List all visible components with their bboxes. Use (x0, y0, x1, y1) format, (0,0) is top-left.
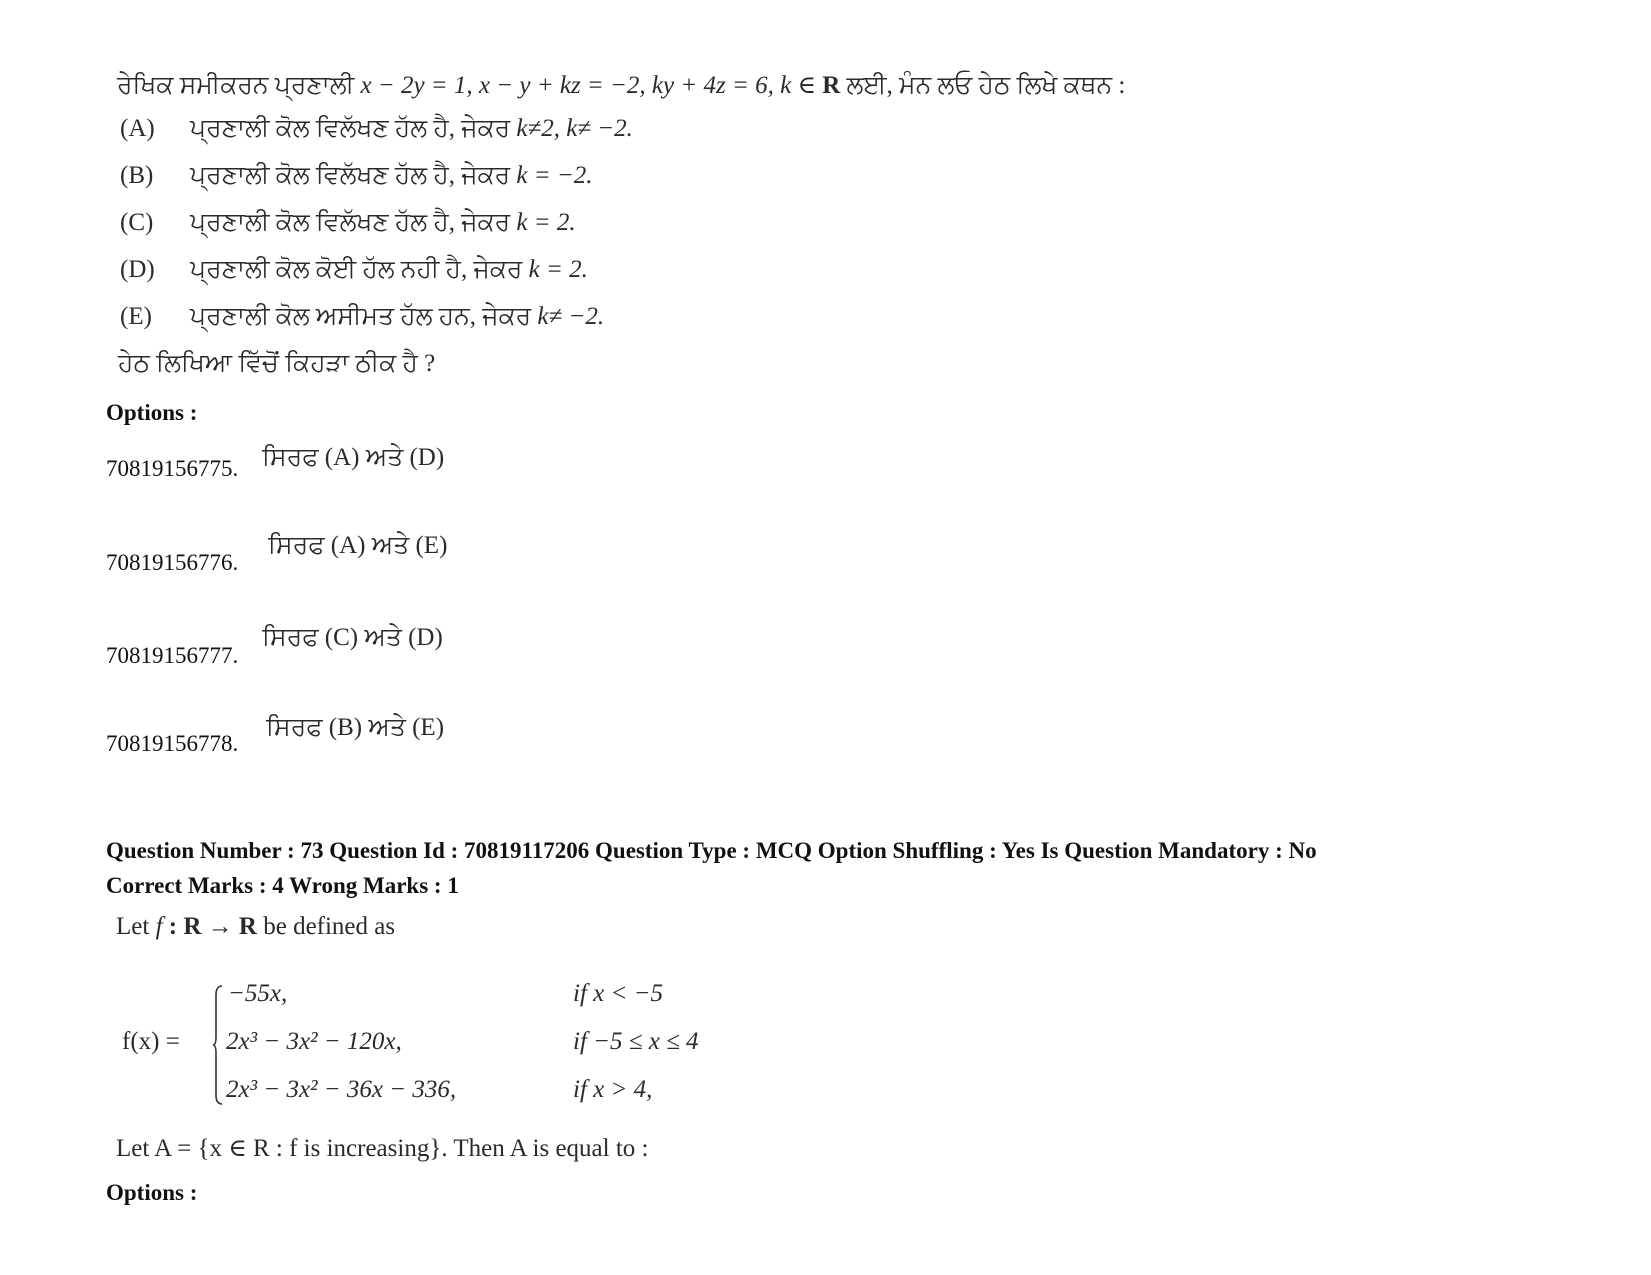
statement-text: ਪ੍ਰਣਾਲੀ ਕੋਲ ਅਸੀਮਤ ਹੱਲ ਹਨ, ਜੇਕਰ (190, 303, 538, 330)
q72-statement (120, 256, 588, 284)
statement-label: (E) (120, 303, 152, 330)
q72-question: ਹੇਠ ਲਿਖਿਆ ਵਿੱਚੋਂ ਕਿਹੜਾ ਠੀਕ ਹੈ ? (118, 350, 436, 377)
option-id: 70819156776. (106, 550, 239, 575)
q73-intro (116, 913, 395, 941)
case-expression: 2x³ − 3x² − 36x − 336, (226, 1076, 457, 1103)
marks-meta: Correct Marks : 4 Wrong Marks : 1 (106, 873, 459, 898)
q73-intro-post: be defined as (256, 913, 396, 940)
case-expression: 2x³ − 3x² − 120x, (226, 1028, 402, 1055)
q72-statement (120, 303, 604, 331)
options-heading: Options : (106, 1180, 198, 1205)
statement-condition: k = 2. (528, 256, 588, 283)
q73-map: : R → R (162, 913, 257, 940)
statement-label: (A) (120, 115, 155, 142)
q73-f: f (155, 913, 163, 940)
q72-eq3: ky + 4z = 6, (651, 72, 781, 99)
option-text[interactable]: ਸਿਰਫ (C) ਅਤੇ (D) (262, 624, 443, 651)
q72-stem (117, 70, 1125, 100)
statement-text: ਪ੍ਰਣਾਲੀ ਕੋਲ ਵਿਲੱਖਣ ਹੱਲ ਹੈ, ਜੇਕਰ (190, 209, 517, 236)
option-id: 70819156775. (106, 456, 239, 481)
q72-real-set: R (822, 72, 841, 99)
option-text[interactable]: ਸਿਰਫ (A) ਅਤੇ (D) (262, 444, 445, 471)
statement-condition: k = 2. (516, 209, 576, 236)
q72-statement (120, 209, 576, 237)
q72-statement (120, 115, 633, 143)
case-condition: if x < −5 (573, 980, 663, 1007)
option-text[interactable]: ਸਿਰਫ (B) ਅਤੇ (E) (266, 714, 445, 741)
statement-text: ਪ੍ਰਣਾਲੀ ਕੋਲ ਵਿਲੱਖਣ ਹੱਲ ਹੈ, ਜੇਕਰ (190, 115, 517, 142)
statement-condition: k≠2, k≠ −2. (516, 115, 633, 142)
q73-intro-pre: Let (116, 913, 156, 940)
statement-text: ਪ੍ਰਣਾਲੀ ਕੋਲ ਵਿਲੱਖਣ ਹੱਲ ਹੈ, ਜੇਕਰ (190, 162, 517, 189)
case-condition: if −5 ≤ x ≤ 4 (573, 1028, 699, 1055)
statement-condition: k = −2. (516, 162, 593, 189)
q73-tail: Let A = {x ∈ R : f is increasing}. Then A is equal to : (116, 1135, 649, 1162)
case-expression: −55x, (228, 980, 288, 1007)
case-condition: if x > 4, (573, 1076, 653, 1103)
question-meta: Question Number : 73 Question Id : 70819117206 Question Type : MCQ Option Shuffling : Yes Is Question Mandatory : No (106, 838, 1317, 863)
statement-label: (C) (120, 209, 154, 236)
statement-condition: k≠ −2. (537, 303, 605, 330)
statement-label: (D) (120, 256, 155, 283)
piecewise-brace (213, 985, 223, 1105)
statement-text: ਪ੍ਰਣਾਲੀ ਕੋਲ ਕੋਈ ਹੱਲ ਨਹੀ ਹੈ, ਜੇਕਰ (190, 256, 529, 283)
statement-label: (B) (120, 162, 154, 189)
option-id: 70819156777. (106, 643, 239, 668)
option-text[interactable]: ਸਿਰਫ (A) ਅਤੇ (E) (268, 532, 448, 559)
options-heading: Options : (106, 400, 198, 425)
q72-eq1: x − 2y = 1, (360, 72, 479, 99)
q72-statement (120, 162, 592, 190)
q72-stem-pre: ਰੇਖਿਕ ਸਮੀਕਰਨ ਪ੍ਰਣਾਲੀ (117, 72, 361, 99)
option-id: 70819156778. (106, 731, 239, 756)
q73-fx-label: f(x) = (122, 1028, 180, 1055)
q72-stem-post: ਲਈ, ਮੰਨ ਲਓ ਹੇਠ ਲਿਖੇ ਕਥਨ : (840, 72, 1126, 99)
q72-k-in: k ∈ (780, 72, 823, 99)
q72-eq2: x − y + kz = −2, (478, 72, 652, 99)
